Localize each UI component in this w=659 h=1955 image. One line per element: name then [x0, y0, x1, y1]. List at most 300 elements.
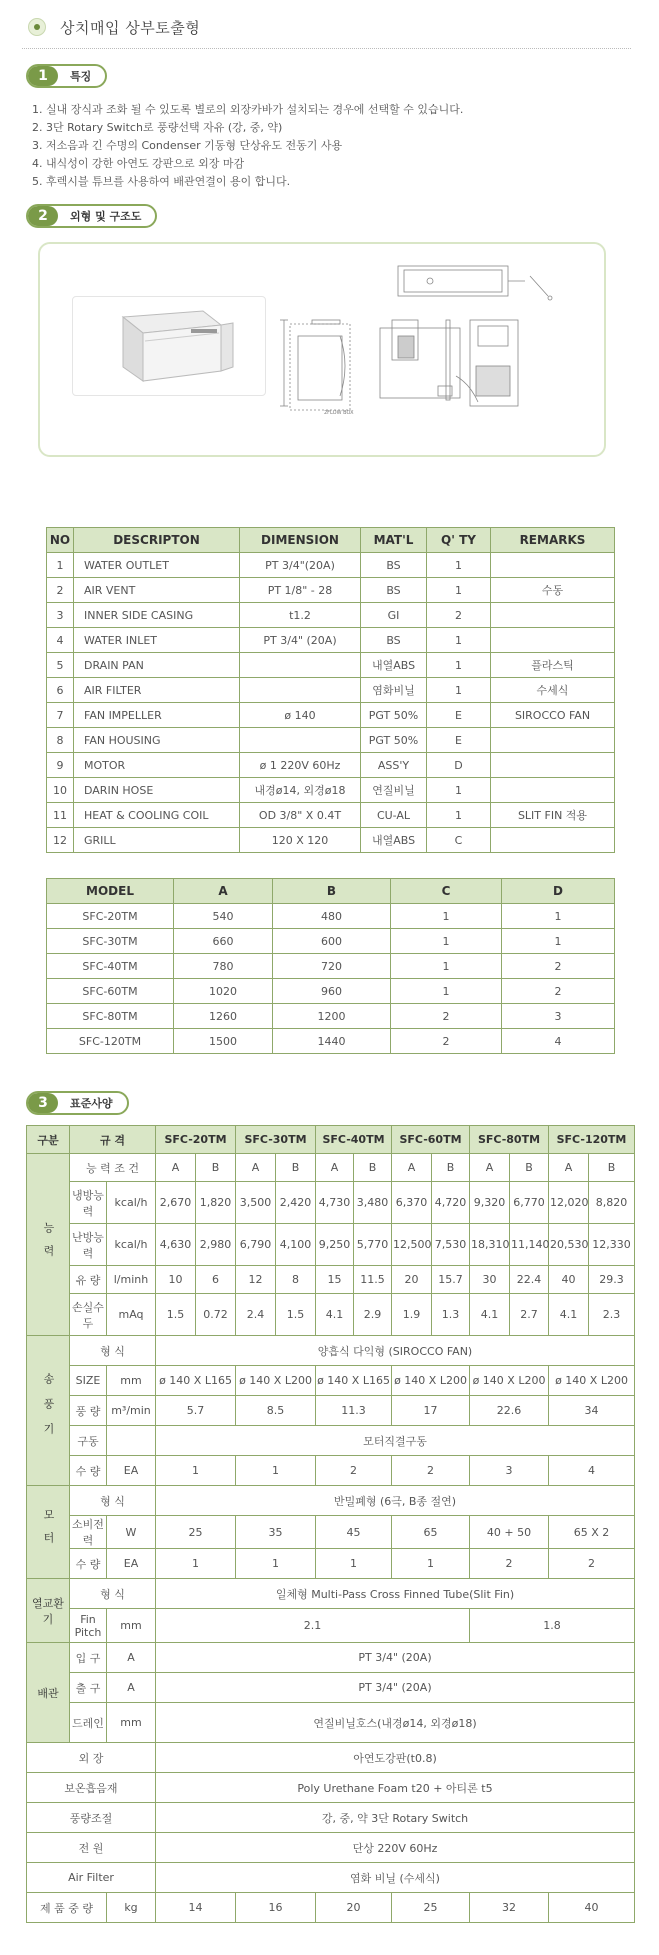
spec-model: SFC-120TM — [549, 1126, 635, 1154]
spec-value: 3 — [470, 1456, 549, 1486]
model-cell: 780 — [174, 954, 273, 979]
spec-value: 4.1 — [549, 1294, 589, 1336]
parts-cell — [491, 628, 615, 653]
parts-cell: BS — [361, 553, 427, 578]
parts-cell: 10 — [47, 778, 74, 803]
model-header-cell: B — [273, 879, 391, 904]
section-label: 표준사양 — [70, 1097, 113, 1110]
spec-value: 2,980 — [196, 1224, 236, 1266]
spec-label: 형 식 — [70, 1579, 156, 1609]
spec-value: 2.9 — [354, 1294, 392, 1336]
spec-value: A — [156, 1154, 196, 1182]
spec-value: 3,480 — [354, 1182, 392, 1224]
model-cell: 1 — [502, 929, 615, 954]
spec-unit: mm — [107, 1609, 156, 1643]
table-row — [47, 979, 615, 1004]
table-row — [47, 778, 615, 803]
spec-model: SFC-80TM — [470, 1126, 549, 1154]
parts-cell: 120 X 120 — [240, 828, 361, 853]
spec-value: 32 — [470, 1893, 549, 1923]
spec-label: 수 량 — [70, 1456, 107, 1486]
spec-value: PT 3/4" (20A) — [156, 1673, 635, 1703]
parts-cell: OD 3/8" X 0.4T — [240, 803, 361, 828]
parts-header-cell: REMARKS — [491, 528, 615, 553]
spec-table — [26, 1125, 635, 1923]
parts-cell: 12 — [47, 828, 74, 853]
parts-cell: PGT 50% — [361, 703, 427, 728]
spec-unit: kcal/h — [107, 1182, 156, 1224]
spec-value: 2.7 — [510, 1294, 549, 1336]
spec-value: 6,790 — [236, 1224, 276, 1266]
spec-value: 29.3 — [589, 1266, 635, 1294]
spec-unit: A — [107, 1673, 156, 1703]
spec-value: 4 — [549, 1456, 635, 1486]
spec-value: 1,820 — [196, 1182, 236, 1224]
parts-cell: 내열ABS — [361, 653, 427, 678]
page-header — [28, 14, 200, 40]
spec-unit: W — [107, 1516, 156, 1549]
spec-label: SIZE — [70, 1366, 107, 1396]
parts-cell: HEAT & COOLING COIL — [74, 803, 240, 828]
parts-cell: 1 — [427, 653, 491, 678]
spec-value: 8,820 — [589, 1182, 635, 1224]
table-row — [47, 703, 615, 728]
spec-value: ø 140 X L200 — [392, 1366, 470, 1396]
spec-value: 11.5 — [354, 1266, 392, 1294]
spec-label: 풍 량 — [70, 1396, 107, 1426]
spec-unit: mm — [107, 1703, 156, 1743]
model-cell: 2 — [502, 954, 615, 979]
spec-value: 12,330 — [589, 1224, 635, 1266]
spec-label: 보온흡음재 — [27, 1773, 156, 1803]
spec-value: 40 — [549, 1266, 589, 1294]
spec-value: 34 — [549, 1396, 635, 1426]
parts-cell: 8 — [47, 728, 74, 753]
spec-value: 10 — [156, 1266, 196, 1294]
parts-cell: 1 — [427, 803, 491, 828]
spec-value: 2,420 — [276, 1182, 316, 1224]
spec-value: 9,250 — [316, 1224, 354, 1266]
spec-label: 손실수두 — [70, 1294, 107, 1336]
parts-cell: PT 3/4" (20A) — [240, 628, 361, 653]
spec-value: ø 140 X L200 — [236, 1366, 316, 1396]
parts-cell: SIROCCO FAN — [491, 703, 615, 728]
spec-value: 5,770 — [354, 1224, 392, 1266]
spec-unit: mm — [107, 1366, 156, 1396]
spec-value: B — [196, 1154, 236, 1182]
model-cell: 720 — [273, 954, 391, 979]
spec-value: 2.3 — [589, 1294, 635, 1336]
spec-value: 양흡식 다익형 (SIROCCO FAN) — [156, 1336, 635, 1366]
spec-value: 12,020 — [549, 1182, 589, 1224]
spec-value: 18,310 — [470, 1224, 510, 1266]
spec-value: 4,630 — [156, 1224, 196, 1266]
model-cell: 1020 — [174, 979, 273, 1004]
parts-cell — [491, 728, 615, 753]
spec-value: 65 X 2 — [549, 1516, 635, 1549]
table-row — [47, 803, 615, 828]
model-cell: 2 — [391, 1004, 502, 1029]
spec-value: 5.7 — [156, 1396, 236, 1426]
spec-value: 2,670 — [156, 1182, 196, 1224]
table-row — [47, 904, 615, 929]
parts-cell: 수세식 — [491, 678, 615, 703]
parts-cell: BS — [361, 578, 427, 603]
spec-value: ø 140 X L165 — [316, 1366, 392, 1396]
table-row — [47, 828, 615, 853]
model-cell: SFC-60TM — [47, 979, 174, 1004]
parts-cell: 내경ø14, 외경ø18 — [240, 778, 361, 803]
table-row — [47, 578, 615, 603]
spec-value: 45 — [316, 1516, 392, 1549]
spec-value: 1 — [156, 1549, 236, 1579]
table-row — [47, 1029, 615, 1054]
model-cell: 1200 — [273, 1004, 391, 1029]
spec-value: 1.9 — [392, 1294, 432, 1336]
parts-cell: 1 — [427, 628, 491, 653]
model-cell: 1 — [391, 904, 502, 929]
spec-label: 난방능력 — [70, 1224, 107, 1266]
unit-illustration-icon — [73, 297, 267, 397]
model-cell: 1440 — [273, 1029, 391, 1054]
parts-cell: ø 140 — [240, 703, 361, 728]
spec-label: 소비전력 — [70, 1516, 107, 1549]
parts-cell: SLIT FIN 적용 — [491, 803, 615, 828]
parts-cell: ASS'Y — [361, 753, 427, 778]
spec-value: 6,370 — [392, 1182, 432, 1224]
parts-cell: E — [427, 703, 491, 728]
spec-label: 외 장 — [27, 1743, 156, 1773]
spec-value: B — [510, 1154, 549, 1182]
spec-value: 1 — [236, 1549, 316, 1579]
parts-cell — [491, 753, 615, 778]
spec-value: 1 — [316, 1549, 392, 1579]
spec-group-hx: 열교환기 — [27, 1579, 70, 1643]
parts-cell: AIR VENT — [74, 578, 240, 603]
structure-drawing-icon — [280, 256, 600, 426]
section-number: 3 — [28, 1093, 58, 1113]
feature-item: 2. 3단 Rotary Switch로 풍량선택 자유 (강, 중, 약) — [32, 121, 283, 134]
table-row — [47, 929, 615, 954]
parts-header-cell: DESCRIPTON — [74, 528, 240, 553]
spec-label: 입 구 — [70, 1643, 107, 1673]
spec-label: 전 원 — [27, 1833, 156, 1863]
spec-value: 6,770 — [510, 1182, 549, 1224]
spec-value: 30 — [470, 1266, 510, 1294]
spec-label: 제 품 중 량 — [27, 1893, 107, 1923]
model-cell: 4 — [502, 1029, 615, 1054]
parts-cell: DARIN HOSE — [74, 778, 240, 803]
spec-value: 4.1 — [316, 1294, 354, 1336]
spec-value: A — [236, 1154, 276, 1182]
section-number: 2 — [28, 206, 58, 226]
parts-cell — [491, 553, 615, 578]
parts-cell: ø 1 220V 60Hz — [240, 753, 361, 778]
spec-value: Poly Urethane Foam t20 + 아티론 t5 — [156, 1773, 635, 1803]
parts-cell: GRILL — [74, 828, 240, 853]
model-cell: SFC-120TM — [47, 1029, 174, 1054]
spec-value: 2 — [316, 1456, 392, 1486]
product-photo — [72, 296, 266, 396]
parts-cell: CU-AL — [361, 803, 427, 828]
parts-cell — [491, 778, 615, 803]
parts-cell: 염화비닐 — [361, 678, 427, 703]
spec-unit: EA — [107, 1456, 156, 1486]
spec-value: 4.1 — [470, 1294, 510, 1336]
spec-model: SFC-40TM — [316, 1126, 392, 1154]
spec-value: 반밀폐형 (6극, B종 절연) — [156, 1486, 635, 1516]
model-cell: SFC-80TM — [47, 1004, 174, 1029]
spec-value: 25 — [392, 1893, 470, 1923]
model-header-cell: D — [502, 879, 615, 904]
spec-value: 14 — [156, 1893, 236, 1923]
spec-value: A — [316, 1154, 354, 1182]
parts-cell: 플라스틱 — [491, 653, 615, 678]
parts-cell: 1 — [47, 553, 74, 578]
spec-value: 2 — [392, 1456, 470, 1486]
parts-cell: 11 — [47, 803, 74, 828]
spec-value: 17 — [392, 1396, 470, 1426]
parts-cell: C — [427, 828, 491, 853]
spec-label: 유 량 — [70, 1266, 107, 1294]
table-row — [47, 678, 615, 703]
model-cell: 540 — [174, 904, 273, 929]
spec-value: 12 — [236, 1266, 276, 1294]
spec-value: 4,100 — [276, 1224, 316, 1266]
spec-value: ø 140 X L200 — [470, 1366, 549, 1396]
spec-value: 단상 220V 60Hz — [156, 1833, 635, 1863]
spec-value: ø 140 X L165 — [156, 1366, 236, 1396]
spec-value: 8 — [276, 1266, 316, 1294]
spec-value: ø 140 X L200 — [549, 1366, 635, 1396]
table-row — [47, 553, 615, 578]
parts-cell: BS — [361, 628, 427, 653]
parts-cell: PT 1/8" - 28 — [240, 578, 361, 603]
spec-value: B — [276, 1154, 316, 1182]
parts-cell — [491, 603, 615, 628]
spec-value: B — [432, 1154, 470, 1182]
spec-value: 일체형 Multi-Pass Cross Finned Tube(Slit Fin) — [156, 1579, 635, 1609]
spec-group-fan: 송풍기 — [27, 1336, 70, 1486]
model-cell: 1 — [391, 954, 502, 979]
spec-label: 풍량조절 — [27, 1803, 156, 1833]
parts-cell: DRAIN PAN — [74, 653, 240, 678]
parts-cell: WATER OUTLET — [74, 553, 240, 578]
spec-value: 40 + 50 — [470, 1516, 549, 1549]
bullet-icon — [28, 18, 46, 36]
spec-label: 구동 — [70, 1426, 107, 1456]
parts-cell — [491, 828, 615, 853]
spec-label: 출 구 — [70, 1673, 107, 1703]
spec-value: A — [549, 1154, 589, 1182]
parts-cell: FAN IMPELLER — [74, 703, 240, 728]
spec-value: 1.8 — [470, 1609, 635, 1643]
model-cell: 960 — [273, 979, 391, 1004]
spec-value: 2.1 — [156, 1609, 470, 1643]
parts-cell — [240, 678, 361, 703]
spec-value: 모터직결구동 — [156, 1426, 635, 1456]
parts-cell: 수동 — [491, 578, 615, 603]
spec-value: 1.5 — [156, 1294, 196, 1336]
table-row — [47, 954, 615, 979]
spec-value: 1 — [392, 1549, 470, 1579]
spec-value: 6 — [196, 1266, 236, 1294]
spec-value: 1.5 — [276, 1294, 316, 1336]
model-cell: 660 — [174, 929, 273, 954]
model-dimension-table — [46, 878, 615, 1054]
parts-cell: E — [427, 728, 491, 753]
spec-value: 강, 중, 약 3단 Rotary Switch — [156, 1803, 635, 1833]
table-row — [47, 653, 615, 678]
parts-cell: 9 — [47, 753, 74, 778]
spec-value: 20,530 — [549, 1224, 589, 1266]
model-cell: 1 — [391, 979, 502, 1004]
spec-header-std: 규 격 — [70, 1126, 156, 1154]
spec-label: 형 식 — [70, 1486, 156, 1516]
model-header-cell: MODEL — [47, 879, 174, 904]
section-label: 외형 및 구조도 — [70, 210, 142, 223]
spec-unit: m³/min — [107, 1396, 156, 1426]
section-badge-spec — [26, 1091, 129, 1115]
table-row — [47, 1004, 615, 1029]
model-cell: 1500 — [174, 1029, 273, 1054]
table-row — [47, 753, 615, 778]
spec-value: 아연도강판(t0.8) — [156, 1743, 635, 1773]
page-title: 상치매입 상부토출형 — [60, 18, 201, 37]
model-header-cell: A — [174, 879, 273, 904]
parts-cell: 2 — [427, 603, 491, 628]
spec-group-motor: 모터 — [27, 1486, 70, 1579]
appearance-figure — [38, 242, 606, 457]
spec-label: Air Filter — [27, 1863, 156, 1893]
spec-unit: kcal/h — [107, 1224, 156, 1266]
spec-model: SFC-60TM — [392, 1126, 470, 1154]
spec-value: 3,500 — [236, 1182, 276, 1224]
parts-cell: t1.2 — [240, 603, 361, 628]
spec-value: A — [470, 1154, 510, 1182]
parts-cell: PT 3/4"(20A) — [240, 553, 361, 578]
spec-value: 40 — [549, 1893, 635, 1923]
feature-item: 1. 실내 장식과 조화 될 수 있도록 별로의 외장카바가 설치되는 경우에 선택할 수 있습니다. — [32, 103, 464, 116]
spec-value: 25 — [156, 1516, 236, 1549]
spec-value: 11.3 — [316, 1396, 392, 1426]
model-cell: 3 — [502, 1004, 615, 1029]
parts-cell: 4 — [47, 628, 74, 653]
parts-cell: 1 — [427, 778, 491, 803]
table-row — [47, 728, 615, 753]
spec-unit — [107, 1426, 156, 1456]
parts-cell: GI — [361, 603, 427, 628]
header-divider — [22, 48, 631, 49]
spec-unit: mAq — [107, 1294, 156, 1336]
feature-item: 4. 내식성이 강한 아연도 강판으로 외장 마감 — [32, 157, 245, 170]
parts-cell: FAN HOUSING — [74, 728, 240, 753]
model-header-cell: C — [391, 879, 502, 904]
section-number: 1 — [28, 66, 58, 86]
model-cell: SFC-40TM — [47, 954, 174, 979]
spec-unit: EA — [107, 1549, 156, 1579]
spec-label: 능 력 조 건 — [70, 1154, 156, 1182]
parts-cell — [240, 653, 361, 678]
spec-value: 20 — [316, 1893, 392, 1923]
spec-value: 7,530 — [432, 1224, 470, 1266]
model-cell: SFC-20TM — [47, 904, 174, 929]
parts-cell: PGT 50% — [361, 728, 427, 753]
spec-label: 냉방능력 — [70, 1182, 107, 1224]
spec-value: 2.4 — [236, 1294, 276, 1336]
spec-value: 35 — [236, 1516, 316, 1549]
model-cell: 1 — [502, 904, 615, 929]
spec-unit: l/minh — [107, 1266, 156, 1294]
section-badge-appearance — [26, 204, 157, 228]
parts-cell: 1 — [427, 578, 491, 603]
model-cell: 480 — [273, 904, 391, 929]
spec-value: 15.7 — [432, 1266, 470, 1294]
spec-value: 0.72 — [196, 1294, 236, 1336]
spec-value: 22.6 — [470, 1396, 549, 1426]
parts-cell: 3 — [47, 603, 74, 628]
parts-cell: 5 — [47, 653, 74, 678]
spec-value: 16 — [236, 1893, 316, 1923]
spec-label: 수 량 — [70, 1549, 107, 1579]
spec-value: 9,320 — [470, 1182, 510, 1224]
parts-cell: INNER SIDE CASING — [74, 603, 240, 628]
spec-value: 15 — [316, 1266, 354, 1294]
parts-cell: 내열ABS — [361, 828, 427, 853]
feature-item: 5. 후렉시블 튜브를 사용하여 배관연결이 용이 합니다. — [32, 175, 291, 188]
model-cell: 600 — [273, 929, 391, 954]
section-label: 특징 — [70, 70, 92, 83]
spec-value: 1 — [156, 1456, 236, 1486]
spec-value: 11,140 — [510, 1224, 549, 1266]
spec-label: Fin Pitch — [70, 1609, 107, 1643]
spec-label: 형 식 — [70, 1336, 156, 1366]
parts-cell — [240, 728, 361, 753]
parts-header-cell: MAT'L — [361, 528, 427, 553]
spec-value: 8.5 — [236, 1396, 316, 1426]
parts-cell: AIR FILTER — [74, 678, 240, 703]
spec-value: 2 — [549, 1549, 635, 1579]
section-badge-features — [26, 64, 107, 88]
feature-list — [32, 101, 463, 191]
spec-group-piping: 배관 — [27, 1643, 70, 1743]
spec-value: 12,500 — [392, 1224, 432, 1266]
spec-value: B — [589, 1154, 635, 1182]
spec-model: SFC-20TM — [156, 1126, 236, 1154]
spec-header-cat: 구분 — [27, 1126, 70, 1154]
spec-value: 1.3 — [432, 1294, 470, 1336]
spec-group-capacity: 능력 — [27, 1154, 70, 1336]
parts-header-cell: Q' TY — [427, 528, 491, 553]
spec-label: 드레인 — [70, 1703, 107, 1743]
spec-value: 4,720 — [432, 1182, 470, 1224]
parts-cell: 1 — [427, 553, 491, 578]
parts-cell: 7 — [47, 703, 74, 728]
feature-item: 3. 저소음과 긴 수명의 Condenser 기동형 단상유도 전동기 사용 — [32, 139, 343, 152]
spec-value: 20 — [392, 1266, 432, 1294]
table-row — [47, 628, 615, 653]
parts-cell: MOTOR — [74, 753, 240, 778]
spec-unit: A — [107, 1643, 156, 1673]
parts-cell: 6 — [47, 678, 74, 703]
model-cell: 1 — [391, 929, 502, 954]
model-cell: 2 — [391, 1029, 502, 1054]
spec-model: SFC-30TM — [236, 1126, 316, 1154]
spec-value: 염화 비닐 (수세식) — [156, 1863, 635, 1893]
parts-header-cell: DIMENSION — [240, 528, 361, 553]
model-cell: 1260 — [174, 1004, 273, 1029]
spec-value: 1 — [236, 1456, 316, 1486]
